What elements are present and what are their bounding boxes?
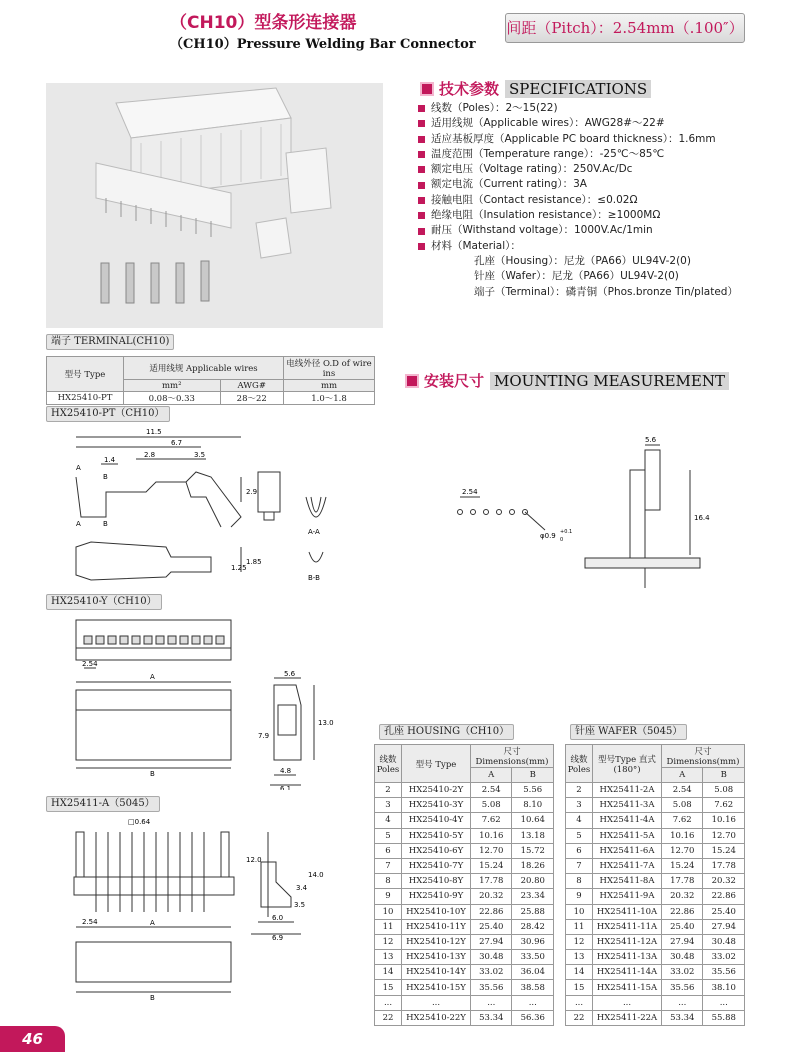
table-cell: 13.18	[512, 828, 554, 843]
table-cell: HX25410-5Y	[402, 828, 471, 843]
table-cell: HX25410-9Y	[402, 889, 471, 904]
dim-label: □0.64	[128, 818, 151, 826]
table-cell: 53.34	[662, 1010, 703, 1025]
pitch-badge: 间距（Pitch）：2.54mm（.100″）	[505, 13, 745, 43]
table-cell: HX25411-12A	[593, 934, 662, 949]
dim-label: A	[150, 919, 155, 927]
table-cell: 22	[566, 1010, 593, 1025]
table-cell: 10.16	[662, 828, 703, 843]
table-cell: 2.54	[471, 783, 512, 798]
mounting-heading	[405, 370, 729, 391]
table-cell: ...	[566, 995, 593, 1010]
terminal-table	[46, 356, 375, 405]
material-item: 端子（Terminal）：磷青铜（Phos.bronze Tin/plated）	[474, 285, 738, 298]
table-cell: 35.56	[471, 980, 512, 995]
housing-header-a: A	[471, 768, 512, 783]
table-cell: 10	[566, 904, 593, 919]
bullet-icon	[418, 197, 425, 204]
spec-text: 额定电流（Current rating）：3A	[431, 178, 587, 191]
spec-text: 接触电阻（Contact resistance）：≤0.02Ω	[431, 193, 638, 206]
bullet-icon	[418, 212, 425, 219]
table-cell: 27.94	[471, 934, 512, 949]
dim-label: B-B	[308, 574, 320, 582]
table-cell: HX25411-4A	[593, 813, 662, 828]
table-cell: 8	[375, 874, 402, 889]
table-cell: 14	[375, 965, 402, 980]
table-cell: 28.42	[512, 919, 554, 934]
spec-item	[418, 223, 788, 238]
product-photo	[46, 83, 383, 328]
table-cell: 28～22	[220, 392, 284, 405]
wafer-header-dim: 尺寸Dimensions(mm)	[662, 745, 745, 768]
heading-square-icon	[405, 374, 419, 388]
dim-label: 5.6	[645, 436, 657, 444]
bullet-icon	[418, 243, 425, 250]
wafer-header-type: 型号Type 直式(180°)	[593, 745, 662, 783]
table-cell: 18.26	[512, 858, 554, 873]
dim-label: 13.0	[318, 719, 334, 727]
table-cell: ...	[512, 995, 554, 1010]
housing-table	[374, 744, 554, 1026]
table-cell: 2.54	[662, 783, 703, 798]
dim-label: A	[76, 520, 81, 528]
table-cell: 23.34	[512, 889, 554, 904]
table-cell: HX25411-13A	[593, 950, 662, 965]
table-row	[375, 965, 554, 980]
table-row	[566, 828, 745, 843]
table-cell: HX25411-14A	[593, 965, 662, 980]
y-drawing	[46, 610, 346, 790]
table-row	[566, 919, 745, 934]
table-cell: 5.08	[662, 798, 703, 813]
table-cell: HX25410-2Y	[402, 783, 471, 798]
housing-header-poles: 线数 Poles	[375, 745, 402, 783]
table-cell: 5.56	[512, 783, 554, 798]
table-row	[375, 874, 554, 889]
dim-label: φ0.9	[540, 532, 556, 540]
terminal-header-wires: 适用线规 Applicable wires	[124, 357, 284, 380]
dim-label: 3.5	[194, 451, 206, 459]
table-cell: 4	[566, 813, 593, 828]
table-cell: 17.78	[471, 874, 512, 889]
table-cell: 33.02	[471, 965, 512, 980]
terminal-header-awg: AWG#	[220, 380, 284, 392]
table-cell: 10.16	[471, 828, 512, 843]
table-cell: HX25410-PT	[47, 392, 124, 405]
dim-label: 2.9	[246, 488, 258, 496]
spec-text: 适应基板厚度（Applicable PC board thickness）：1.6mm	[431, 132, 716, 145]
spec-item	[418, 177, 788, 192]
dim-label: 1.85	[246, 558, 262, 566]
terminal-header-type: 型号 Type	[47, 357, 124, 392]
table-row	[375, 828, 554, 843]
specifications-title-cn: 技术参数	[439, 80, 500, 98]
table-cell: HX25410-8Y	[402, 874, 471, 889]
a-drawing	[46, 812, 346, 1022]
spec-text: 材料（Material）：	[431, 239, 521, 252]
wafer-table	[565, 744, 745, 1026]
table-cell: 25.40	[703, 904, 745, 919]
table-cell: 5	[375, 828, 402, 843]
dim-label: 2.54	[82, 660, 98, 668]
pt-caption: HX25410-PT（CH10）	[46, 406, 170, 422]
table-cell: 15.72	[512, 843, 554, 858]
specifications-heading	[420, 78, 651, 99]
table-cell: 33.02	[703, 950, 745, 965]
dim-label: 7.9	[258, 732, 270, 740]
table-cell: 6	[375, 843, 402, 858]
table-cell: 35.56	[703, 965, 745, 980]
housing-header-type: 型号 Type	[402, 745, 471, 783]
bullet-icon	[418, 166, 425, 173]
table-cell: 20.80	[512, 874, 554, 889]
table-cell: 2	[375, 783, 402, 798]
table-row	[566, 1010, 745, 1025]
title-en: （CH10）Pressure Welding Bar Connector	[170, 37, 476, 52]
table-cell: 25.40	[471, 919, 512, 934]
table-cell: 10.64	[512, 813, 554, 828]
table-row	[566, 950, 745, 965]
table-cell: 25.40	[662, 919, 703, 934]
dim-label: 2.54	[462, 488, 478, 496]
terminal-header-od: 电线外径 O.D of wire ins	[284, 357, 375, 380]
table-cell: 15	[566, 980, 593, 995]
dim-label: 6.7	[171, 439, 183, 447]
a-caption: HX25411-A（5045）	[46, 796, 160, 812]
table-cell: 14	[566, 965, 593, 980]
spec-item	[418, 132, 788, 147]
table-cell: 15.24	[662, 858, 703, 873]
table-cell: 4	[375, 813, 402, 828]
table-cell: ...	[375, 995, 402, 1010]
pt-drawing	[46, 422, 366, 592]
spec-text: 适用线规（Applicable wires）：AWG28#～22#	[431, 117, 665, 130]
bullet-icon	[418, 151, 425, 158]
housing-header-b: B	[512, 768, 554, 783]
table-cell: 15.24	[703, 843, 745, 858]
table-cell: HX25411-22A	[593, 1010, 662, 1025]
table-cell: HX25411-6A	[593, 843, 662, 858]
table-cell: 12	[375, 934, 402, 949]
dim-label: A	[76, 464, 81, 472]
table-row	[566, 858, 745, 873]
dim-label: B	[103, 473, 108, 481]
product-photo-illustration	[46, 83, 383, 328]
table-cell: 22.86	[471, 904, 512, 919]
table-cell: HX25411-15A	[593, 980, 662, 995]
table-row	[375, 1010, 554, 1025]
table-cell: HX25411-3A	[593, 798, 662, 813]
table-cell: 53.34	[471, 1010, 512, 1025]
table-cell: ...	[593, 995, 662, 1010]
table-cell: 1.0～1.8	[284, 392, 375, 405]
dim-label: B	[103, 520, 108, 528]
table-row	[375, 858, 554, 873]
table-cell: 55.88	[703, 1010, 745, 1025]
specifications-title-en: SPECIFICATIONS	[505, 80, 651, 98]
table-cell: 30.48	[703, 934, 745, 949]
table-cell: HX25410-6Y	[402, 843, 471, 858]
table-cell: 12	[566, 934, 593, 949]
spec-item	[418, 208, 788, 223]
table-cell: 33.50	[512, 950, 554, 965]
spec-item	[418, 193, 788, 208]
page-number: 46	[0, 1026, 65, 1052]
table-cell: 7	[566, 858, 593, 873]
dim-label: 6.1	[280, 785, 292, 790]
table-row	[566, 965, 745, 980]
wafer-header-a: A	[662, 768, 703, 783]
table-row	[566, 904, 745, 919]
dim-label: 6.9	[272, 934, 284, 942]
table-cell: 5.08	[471, 798, 512, 813]
table-cell: 8	[566, 874, 593, 889]
table-row	[566, 995, 745, 1010]
table-row	[375, 813, 554, 828]
table-cell: 5	[566, 828, 593, 843]
table-cell: 25.88	[512, 904, 554, 919]
table-cell: ...	[703, 995, 745, 1010]
dim-label: +0.1	[560, 529, 573, 535]
table-cell: HX25410-7Y	[402, 858, 471, 873]
spec-text: 温度范围（Temperature range）：-25℃～85℃	[431, 147, 665, 160]
table-cell: 38.10	[703, 980, 745, 995]
table-cell: 30.96	[512, 934, 554, 949]
table-cell: 27.94	[662, 934, 703, 949]
table-row	[375, 783, 554, 798]
table-cell: 17.78	[703, 858, 745, 873]
table-cell: 12.70	[662, 843, 703, 858]
table-row	[566, 874, 745, 889]
table-cell: 10.16	[703, 813, 745, 828]
dim-label: 3.4	[296, 884, 308, 892]
table-cell: ...	[402, 995, 471, 1010]
table-row	[566, 843, 745, 858]
dim-label: 5.6	[284, 670, 296, 678]
dim-label: 12.0	[246, 856, 262, 864]
table-cell: HX25411-5A	[593, 828, 662, 843]
table-cell: 22.86	[662, 904, 703, 919]
table-cell: 17.78	[662, 874, 703, 889]
housing-header-dim: 尺寸Dimensions(mm)	[471, 745, 554, 768]
table-cell: ...	[662, 995, 703, 1010]
table-cell: HX25410-3Y	[402, 798, 471, 813]
dim-label: 14.0	[308, 871, 324, 879]
table-cell: HX25411-2A	[593, 783, 662, 798]
table-cell: 7.62	[471, 813, 512, 828]
table-cell: 56.36	[512, 1010, 554, 1025]
dim-label: 2.54	[82, 918, 98, 926]
table-row	[375, 995, 554, 1010]
wafer-header-poles: 线数 Poles	[566, 745, 593, 783]
wafer-caption: 针座 WAFER（5045）	[570, 724, 687, 740]
spec-item	[418, 239, 788, 254]
spec-item	[418, 147, 788, 162]
wafer-header-b: B	[703, 768, 745, 783]
dim-label: B	[150, 994, 155, 1002]
table-row	[375, 904, 554, 919]
spec-text: 线数（Poles）：2～15(22)	[431, 102, 558, 114]
mounting-drawing	[440, 430, 730, 590]
table-cell: 7.62	[662, 813, 703, 828]
spec-item	[418, 116, 788, 131]
table-cell: 3	[375, 798, 402, 813]
table-cell: 9	[566, 889, 593, 904]
mounting-title-cn: 安装尺寸	[424, 372, 485, 390]
table-cell: 30.48	[662, 950, 703, 965]
table-cell: HX25410-12Y	[402, 934, 471, 949]
bullet-icon	[418, 105, 425, 112]
table-cell: 3	[566, 798, 593, 813]
table-cell: 0.08～0.33	[124, 392, 221, 405]
table-cell: 20.32	[662, 889, 703, 904]
table-row	[375, 919, 554, 934]
dim-label: 6.0	[272, 914, 284, 922]
material-item: 针座（Wafer）：尼龙（PA66）UL94V-2(0)	[474, 270, 679, 283]
table-cell: 10	[375, 904, 402, 919]
table-cell: ...	[471, 995, 512, 1010]
table-cell: 13	[566, 950, 593, 965]
spec-text: 绝缘电阻（Insulation resistance）：≥1000MΩ	[431, 209, 661, 222]
table-cell: 11	[375, 919, 402, 934]
table-cell: 30.48	[471, 950, 512, 965]
table-cell: 22	[375, 1010, 402, 1025]
table-cell: 38.58	[512, 980, 554, 995]
title-cn: （CH10）型条形连接器	[170, 13, 357, 33]
table-row	[47, 392, 375, 405]
spec-text: 额定电压（Voltage rating）：250V.Ac/Dc	[431, 163, 633, 176]
table-cell: HX25411-7A	[593, 858, 662, 873]
table-cell: 9	[375, 889, 402, 904]
table-row	[566, 813, 745, 828]
material-item: 孔座（Housing）：尼龙（PA66）UL94V-2(0)	[474, 254, 691, 267]
table-row	[566, 889, 745, 904]
dim-label: 1.25	[231, 564, 247, 572]
table-cell: 20.32	[703, 874, 745, 889]
bullet-icon	[418, 182, 425, 189]
table-cell: HX25410-22Y	[402, 1010, 471, 1025]
spec-text: 耐压（Withstand voltage）：1000V.Ac/1min	[431, 224, 653, 237]
table-cell: HX25411-11A	[593, 919, 662, 934]
spec-item	[418, 101, 788, 116]
table-cell: 20.32	[471, 889, 512, 904]
heading-square-icon	[420, 82, 434, 96]
table-cell: 33.02	[662, 965, 703, 980]
terminal-caption: 端子 TERMINAL(CH10)	[46, 334, 174, 350]
y-caption: HX25410-Y（CH10）	[46, 594, 162, 610]
table-cell: HX25410-13Y	[402, 950, 471, 965]
table-row	[375, 798, 554, 813]
spec-list	[418, 101, 788, 300]
table-row	[375, 843, 554, 858]
table-cell: 27.94	[703, 919, 745, 934]
dim-label: 2.8	[144, 451, 156, 459]
dim-label: 3.5	[294, 901, 306, 909]
table-cell: 7.62	[703, 798, 745, 813]
table-cell: 5.08	[703, 783, 745, 798]
dim-label: 0	[560, 537, 564, 543]
table-cell: 11	[566, 919, 593, 934]
terminal-header-mm: mm	[284, 380, 375, 392]
table-cell: HX25411-10A	[593, 904, 662, 919]
table-cell: 12.70	[471, 843, 512, 858]
table-row	[375, 950, 554, 965]
table-cell: 22.86	[703, 889, 745, 904]
table-cell: 15.24	[471, 858, 512, 873]
table-cell: HX25411-8A	[593, 874, 662, 889]
dim-label: 11.5	[146, 428, 162, 436]
table-cell: HX25410-11Y	[402, 919, 471, 934]
table-cell: HX25411-9A	[593, 889, 662, 904]
spec-item	[418, 162, 788, 177]
table-cell: HX25410-15Y	[402, 980, 471, 995]
table-cell: 36.04	[512, 965, 554, 980]
dim-label: A-A	[308, 528, 320, 536]
dim-label: 16.4	[694, 514, 710, 522]
table-row	[566, 783, 745, 798]
dim-label: 4.8	[280, 767, 292, 775]
table-row	[566, 934, 745, 949]
bullet-icon	[418, 136, 425, 143]
table-row	[375, 980, 554, 995]
table-cell: 12.70	[703, 828, 745, 843]
table-cell: 8.10	[512, 798, 554, 813]
mounting-title-en: MOUNTING MEASUREMENT	[490, 372, 729, 390]
table-row	[566, 980, 745, 995]
table-cell: 7	[375, 858, 402, 873]
table-row	[375, 934, 554, 949]
housing-caption: 孔座 HOUSING（CH10）	[379, 724, 514, 740]
terminal-header-mm2: mm²	[124, 380, 221, 392]
table-cell: HX25410-4Y	[402, 813, 471, 828]
table-row	[375, 889, 554, 904]
dim-label: A	[150, 673, 155, 681]
table-cell: 13	[375, 950, 402, 965]
dim-label: 1.4	[104, 456, 116, 464]
bullet-icon	[418, 120, 425, 127]
table-cell: 2	[566, 783, 593, 798]
bullet-icon	[418, 228, 425, 235]
table-cell: 15	[375, 980, 402, 995]
dim-label: B	[150, 770, 155, 778]
table-cell: 6	[566, 843, 593, 858]
table-cell: HX25410-14Y	[402, 965, 471, 980]
table-cell: HX25410-10Y	[402, 904, 471, 919]
table-cell: 35.56	[662, 980, 703, 995]
table-row	[566, 798, 745, 813]
